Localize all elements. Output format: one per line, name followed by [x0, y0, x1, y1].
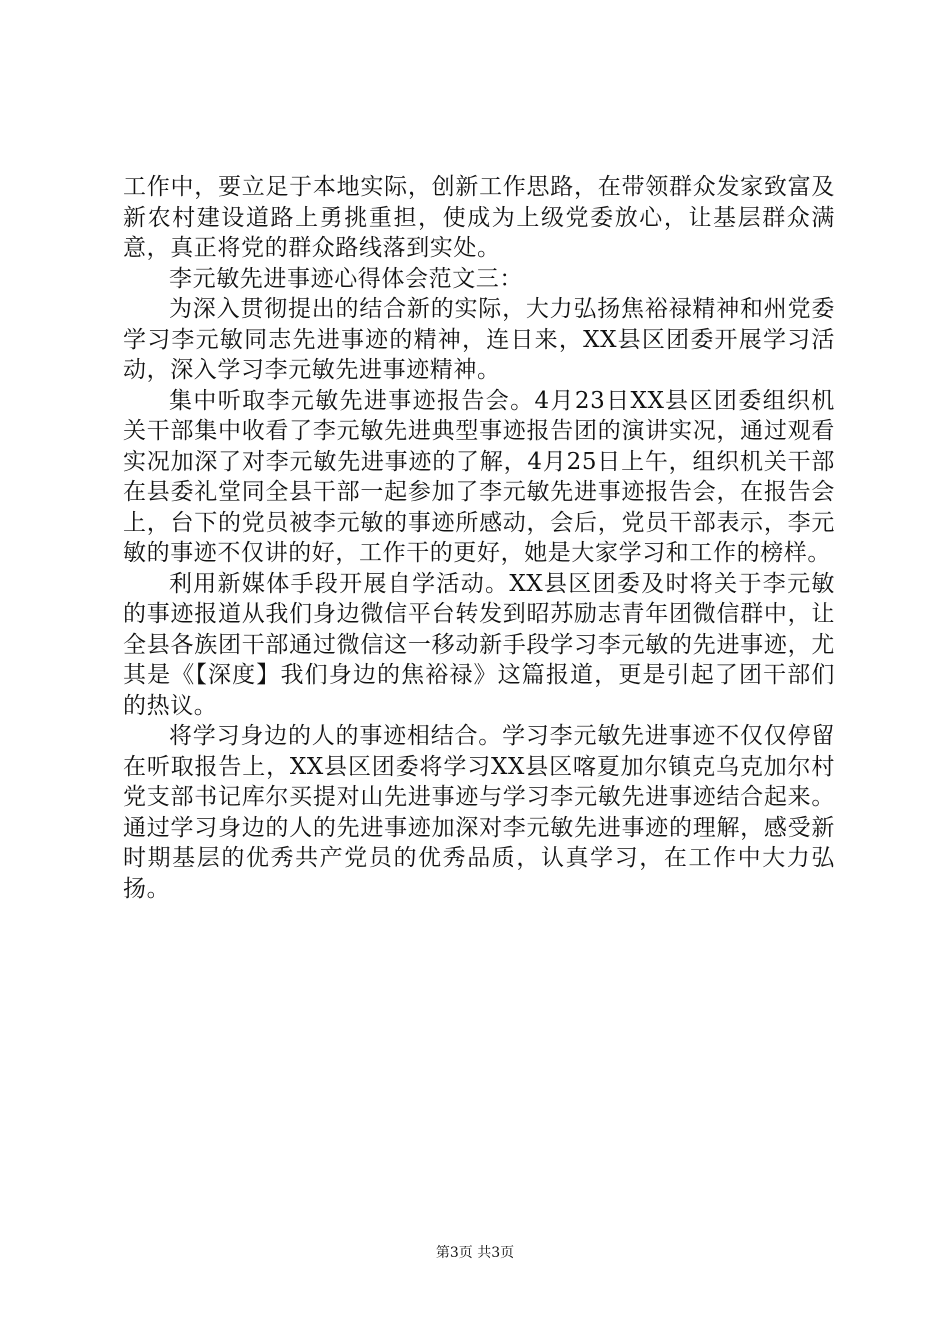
paragraph-continuation: 工作中，要立足于本地实际，创新工作思路，在带领群众发家致富及新农村建设道路上勇挑重担，使成为上级党委放心，让基层群众满意，真正将党的群众路线落到实处。: [123, 174, 835, 261]
document-body: [123, 172, 835, 904]
page-footer: 第3页 共3页: [435, 1245, 515, 1261]
paragraph-new-media: 利用新媒体手段开展自学活动。XX县区团委及时将关于李元敏的事迹报道从我们身边微信平台转发到昭苏励志青年团微信群中，让全县各族团干部通过微信这一移动新手段学习李元敏的先进事迹，尤其是《【深度】我们身边的焦裕禄》这篇报道，更是引起了团干部们的热议。: [123, 570, 835, 719]
paragraph-local-example: 将学习身边的人的事迹相结合。学习李元敏先进事迹不仅仅停留在听取报告上，XX县区团委将学习XX县区喀夏加尔镇克乌克加尔村党支部书记库尔买提对山先进事迹与学习李元敏先进事迹结合起来。通过学习身边的人的先进事迹加深对李元敏先进事迹的理解，感受新时期基层的优秀共产党员的优秀品质，认真学习，在工作中大力弘扬。: [123, 723, 835, 902]
paragraph-report-meeting: 集中听取李元敏先进事迹报告会。4月23日XX县区团委组织机关干部集中收看了李元敏先进典型事迹报告团的演讲实况，通过观看实况加深了对李元敏先进事迹的了解，4月25日上午，组织机关干部在县委礼堂同全县干部一起参加了李元敏先进事迹报告会，在报告会上，台下的党员被李元敏的事迹所感动，会后，党员干部表示，李元敏的事迹不仅讲的好，工作干的更好，她是大家学习和工作的榜样。: [123, 387, 835, 566]
section-heading: 李元敏先进事迹心得体会范文三：: [169, 265, 523, 292]
paragraph-intro: 为深入贯彻提出的结合新的实际，大力弘扬焦裕禄精神和州党委学习李元敏同志先进事迹的精神，连日来，XX县区团委开展学习活动，深入学习李元敏先进事迹精神。: [123, 296, 835, 383]
